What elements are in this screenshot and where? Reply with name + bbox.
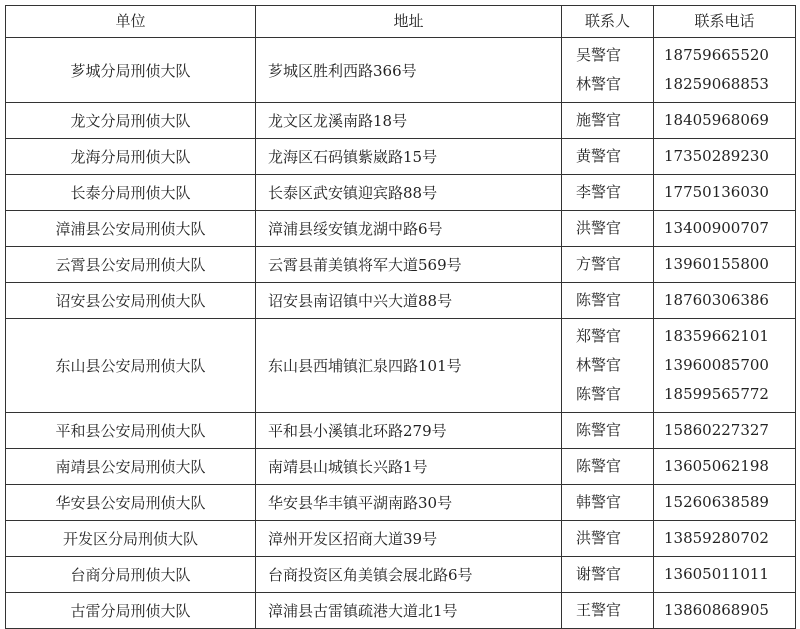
contact-name: 黄警官 — [576, 147, 622, 165]
contact-name: 陈警官 — [576, 385, 622, 403]
address-cell: 平和县小溪镇北环路279号 — [256, 413, 562, 449]
unit-cell: 诏安县公安局刑侦大队 — [6, 283, 256, 319]
table-row — [6, 449, 796, 485]
table-row — [6, 211, 796, 247]
contact-cell — [562, 175, 654, 211]
contact-cell — [562, 485, 654, 521]
contact-cell — [562, 593, 654, 629]
contact-name: 陈警官 — [576, 457, 622, 475]
contact-cell — [562, 247, 654, 283]
contact-cell — [562, 211, 654, 247]
contact-cell — [562, 449, 654, 485]
phone-cell — [654, 521, 796, 557]
contact-name: 林警官 — [576, 356, 622, 374]
phone-cell — [654, 103, 796, 139]
contact-name: 王警官 — [576, 601, 622, 619]
table-row — [6, 593, 796, 629]
address-cell: 台商投资区角美镇会展北路6号 — [256, 557, 562, 593]
unit-cell: 龙文分局刑侦大队 — [6, 103, 256, 139]
unit-cell: 华安县公安局刑侦大队 — [6, 485, 256, 521]
table-row — [6, 38, 796, 103]
phone-cell — [654, 557, 796, 593]
contact-name: 谢警官 — [576, 565, 622, 583]
phone-number: 13605011011 — [664, 565, 769, 583]
phone-cell — [654, 413, 796, 449]
contact-name: 陈警官 — [576, 291, 622, 309]
contact-name: 陈警官 — [576, 421, 622, 439]
contact-cell — [562, 38, 654, 103]
contact-cell — [562, 319, 654, 413]
address-cell: 华安县华丰镇平湖南路30号 — [256, 485, 562, 521]
contact-name: 施警官 — [576, 111, 622, 129]
phone-number: 13960085700 — [664, 356, 769, 374]
table-body — [6, 38, 796, 629]
contact-name: 吴警官 — [576, 46, 622, 64]
phone-number: 13605062198 — [664, 457, 769, 475]
unit-cell: 古雷分局刑侦大队 — [6, 593, 256, 629]
header-contact: 联系人 — [562, 6, 654, 38]
contact-name: 林警官 — [576, 75, 622, 93]
contact-name: 洪警官 — [576, 219, 622, 237]
table-row — [6, 103, 796, 139]
phone-cell — [654, 139, 796, 175]
phone-number: 18259068853 — [664, 75, 769, 93]
contact-cell — [562, 557, 654, 593]
contact-name: 洪警官 — [576, 529, 622, 547]
table-row — [6, 247, 796, 283]
phone-cell — [654, 319, 796, 413]
table-row — [6, 485, 796, 521]
phone-number: 13960155800 — [664, 255, 769, 273]
header-address: 地址 — [256, 6, 562, 38]
phone-number: 13400900707 — [664, 219, 769, 237]
phone-cell — [654, 211, 796, 247]
contact-name: 韩警官 — [576, 493, 622, 511]
contact-cell — [562, 521, 654, 557]
contact-table — [5, 5, 796, 629]
phone-cell — [654, 38, 796, 103]
contact-name: 方警官 — [576, 255, 622, 273]
phone-cell — [654, 283, 796, 319]
contact-cell — [562, 283, 654, 319]
table-header-row — [6, 6, 796, 38]
table-row — [6, 413, 796, 449]
address-cell: 东山县西埔镇汇泉四路101号 — [256, 319, 562, 413]
phone-number: 18759665520 — [664, 46, 769, 64]
address-cell: 云霄县莆美镇将军大道569号 — [256, 247, 562, 283]
phone-number: 18359662101 — [664, 327, 769, 345]
table-row — [6, 175, 796, 211]
unit-cell: 东山县公安局刑侦大队 — [6, 319, 256, 413]
address-cell: 芗城区胜利西路366号 — [256, 38, 562, 103]
address-cell: 龙海区石码镇紫崴路15号 — [256, 139, 562, 175]
contact-cell — [562, 413, 654, 449]
unit-cell: 长泰分局刑侦大队 — [6, 175, 256, 211]
header-phone: 联系电话 — [654, 6, 796, 38]
phone-number: 15860227327 — [664, 421, 769, 439]
unit-cell: 平和县公安局刑侦大队 — [6, 413, 256, 449]
unit-cell: 开发区分局刑侦大队 — [6, 521, 256, 557]
phone-cell — [654, 593, 796, 629]
unit-cell: 云霄县公安局刑侦大队 — [6, 247, 256, 283]
table-row — [6, 521, 796, 557]
phone-cell — [654, 449, 796, 485]
address-cell: 漳浦县绥安镇龙湖中路6号 — [256, 211, 562, 247]
phone-cell — [654, 175, 796, 211]
table-row — [6, 139, 796, 175]
unit-cell: 龙海分局刑侦大队 — [6, 139, 256, 175]
address-cell: 龙文区龙溪南路18号 — [256, 103, 562, 139]
address-cell: 漳浦县古雷镇疏港大道北1号 — [256, 593, 562, 629]
table-row — [6, 319, 796, 413]
phone-number: 15260638589 — [664, 493, 769, 511]
phone-cell — [654, 247, 796, 283]
unit-cell: 南靖县公安局刑侦大队 — [6, 449, 256, 485]
contact-cell — [562, 139, 654, 175]
unit-cell: 芗城分局刑侦大队 — [6, 38, 256, 103]
table-row — [6, 557, 796, 593]
address-cell: 诏安县南诏镇中兴大道88号 — [256, 283, 562, 319]
phone-number: 18599565772 — [664, 385, 769, 403]
phone-number: 17750136030 — [664, 183, 769, 201]
contact-cell — [562, 103, 654, 139]
phone-number: 13859280702 — [664, 529, 769, 547]
phone-number: 18760306386 — [664, 291, 769, 309]
address-cell: 长泰区武安镇迎宾路88号 — [256, 175, 562, 211]
contact-table-container — [5, 5, 795, 629]
table-row — [6, 283, 796, 319]
phone-number: 17350289230 — [664, 147, 769, 165]
unit-cell: 台商分局刑侦大队 — [6, 557, 256, 593]
contact-name: 郑警官 — [576, 327, 622, 345]
address-cell: 南靖县山城镇长兴路1号 — [256, 449, 562, 485]
contact-name: 李警官 — [576, 183, 622, 201]
phone-cell — [654, 485, 796, 521]
address-cell: 漳州开发区招商大道39号 — [256, 521, 562, 557]
header-unit: 单位 — [6, 6, 256, 38]
unit-cell: 漳浦县公安局刑侦大队 — [6, 211, 256, 247]
phone-number: 18405968069 — [664, 111, 769, 129]
phone-number: 13860868905 — [664, 601, 769, 619]
